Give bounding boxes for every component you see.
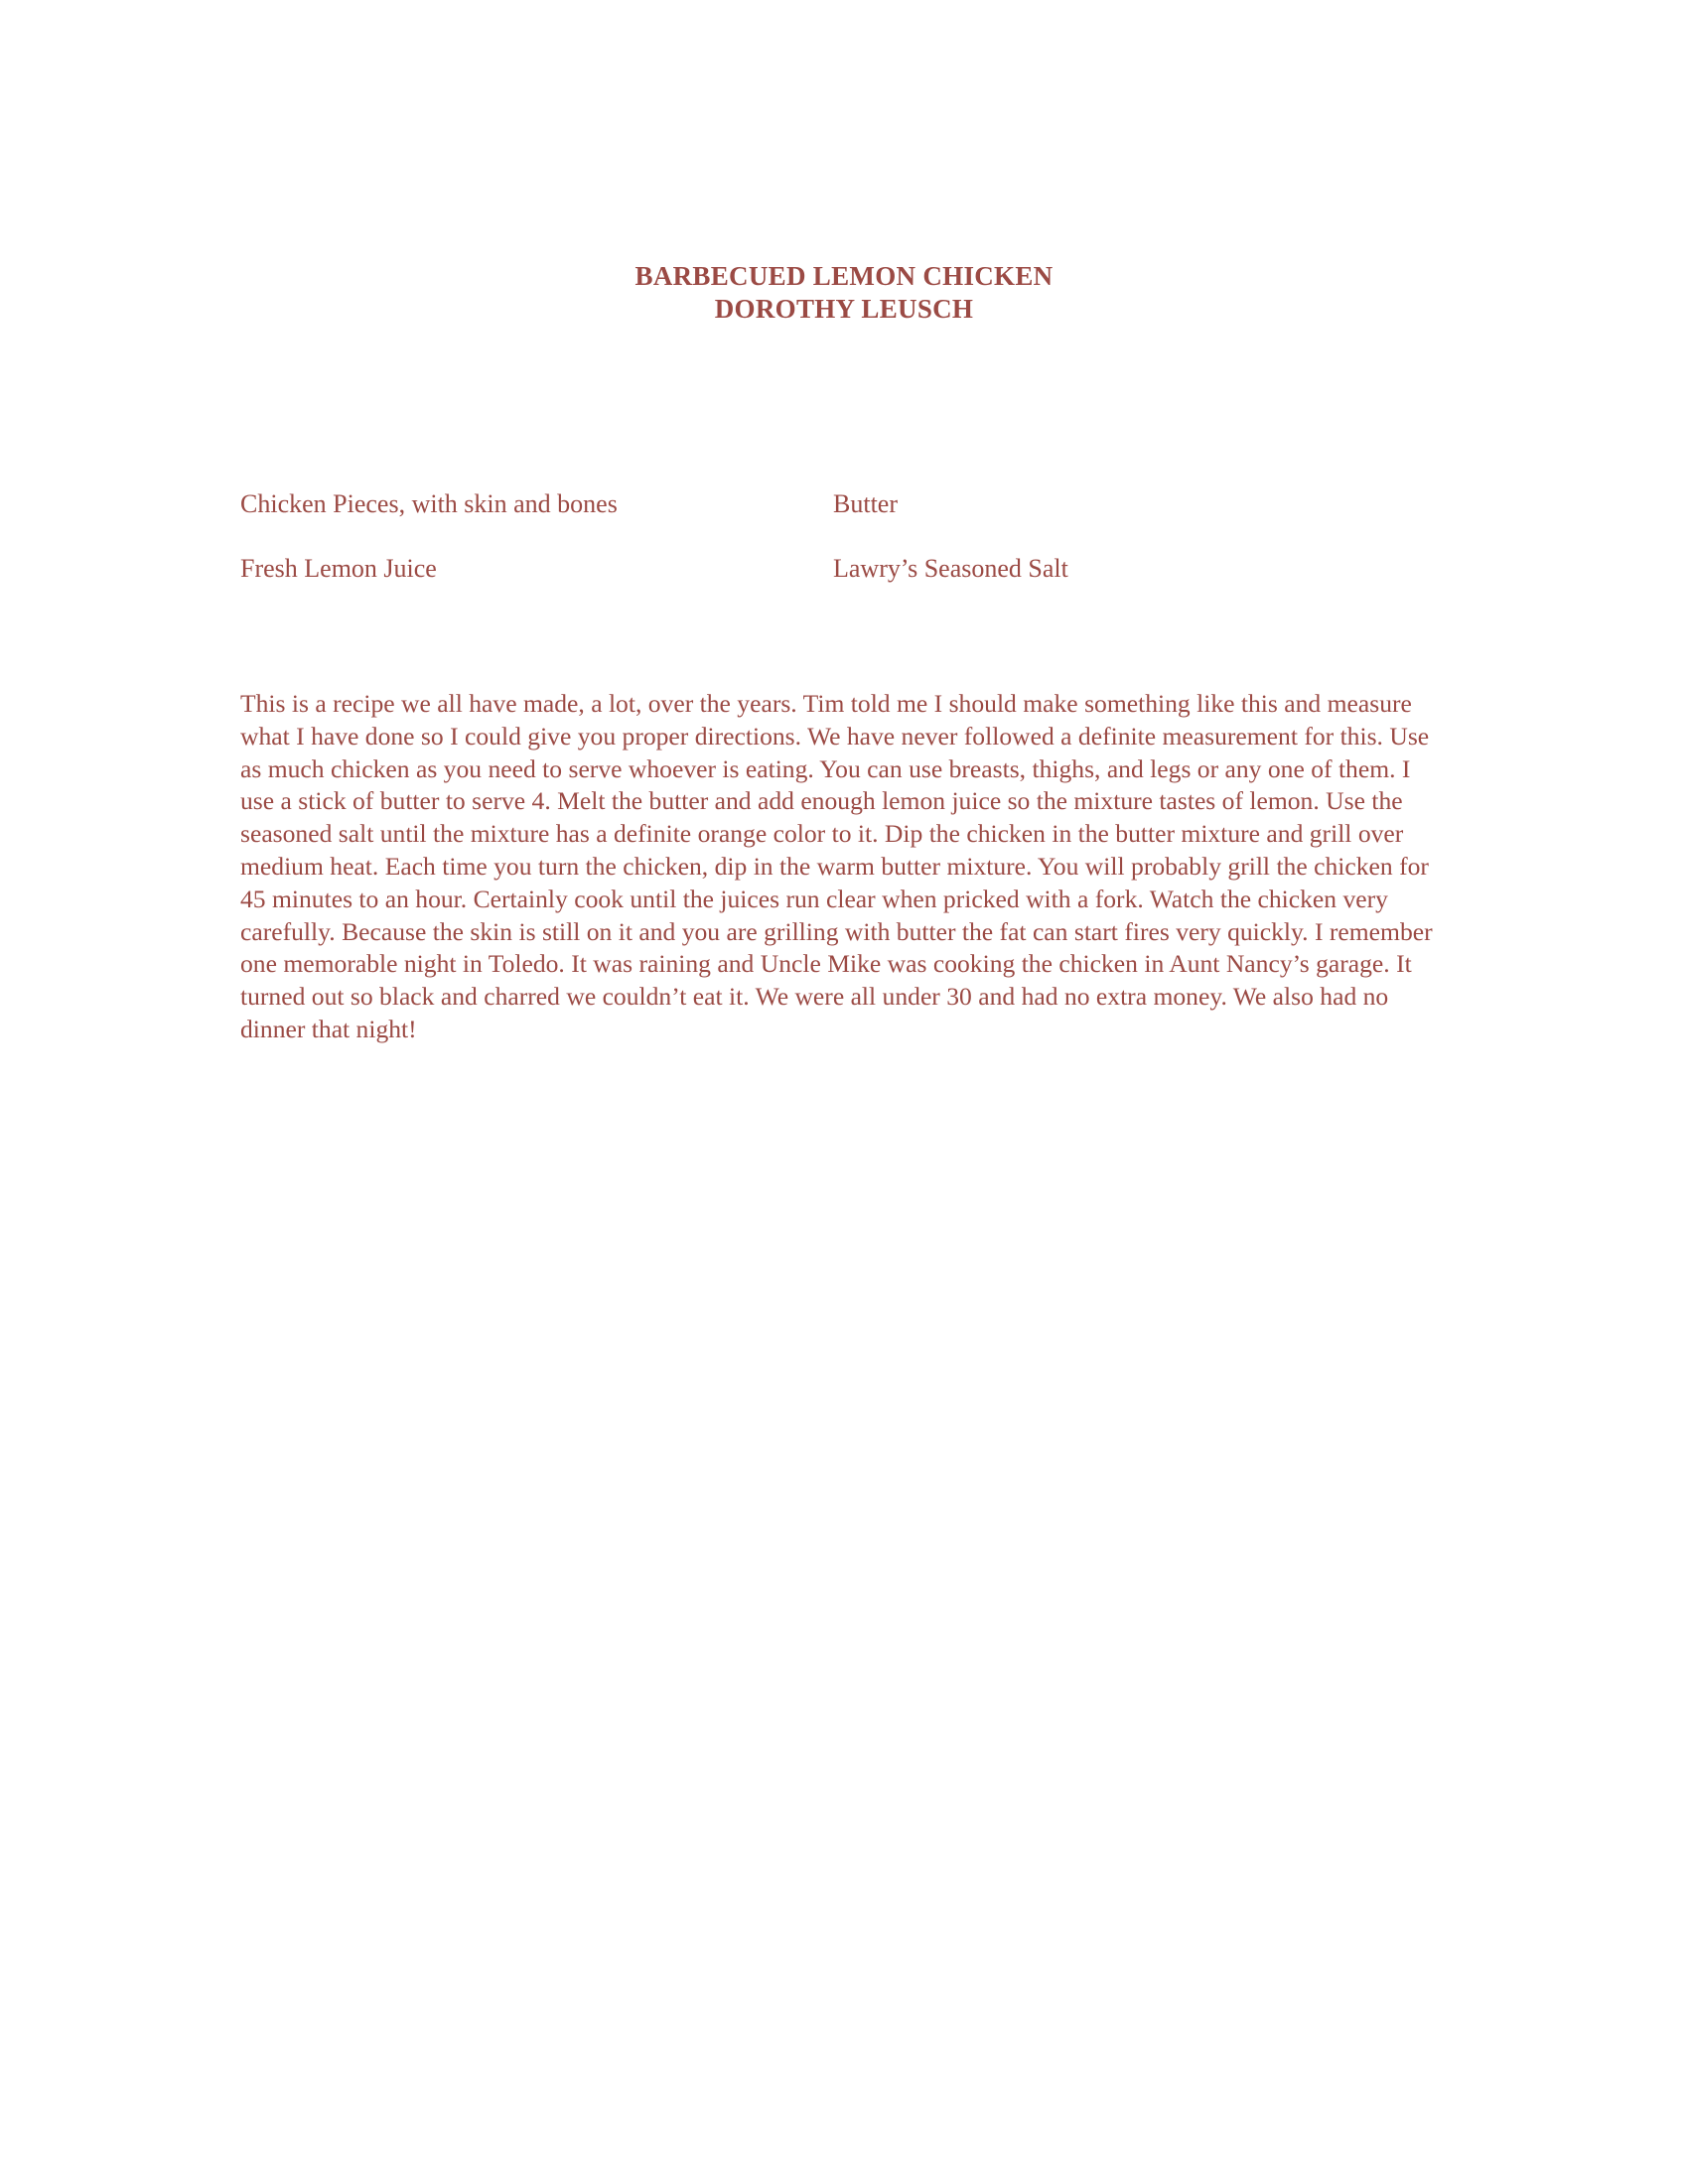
ingredient-item: Lawry’s Seasoned Salt [833, 554, 1068, 583]
recipe-author: DOROTHY LEUSCH [714, 294, 974, 324]
ingredient-item: Fresh Lemon Juice [240, 554, 437, 583]
title-block [0, 260, 1688, 326]
ingredient-item: Chicken Pieces, with skin and bones [240, 489, 618, 518]
ingredient-list [240, 488, 1432, 598]
ingredient-item: Butter [833, 489, 898, 518]
recipe-title: BARBECUED LEMON CHICKEN [634, 261, 1054, 291]
recipe-directions: This is a recipe we all have made, a lot, over the years. Tim told me I should make something like this and measure what I have done so I could give you proper directions. We have never followed a definite measurement for this. Use as much chicken as you need to serve whoever is eating. You can use breasts, thighs, and legs or any one of them. I use a stick of butter to serve 4. Melt the butter and add enough lemon juice so the mixture tastes of lemon. Use the seasoned salt until the mixture has a definite orange color to it. Dip the chicken in the butter mixture and grill over medium heat. Each time you turn the chicken, dip in the warm butter mixture. You will probably grill the chicken for 45 minutes to an hour. Certainly cook until the juices run clear when pricked with a fork. Watch the chicken very carefully. Because the skin is still on it and you are grilling with butter the fat can start fires very quickly. I remember one memorable night in Toledo. It was raining and Uncle Mike was cooking the chicken in Aunt Nancy’s garage. It turned out so black and charred we couldn’t eat it. We were all under 30 and had no extra money. We also had no dinner that night! [240, 689, 1433, 1043]
